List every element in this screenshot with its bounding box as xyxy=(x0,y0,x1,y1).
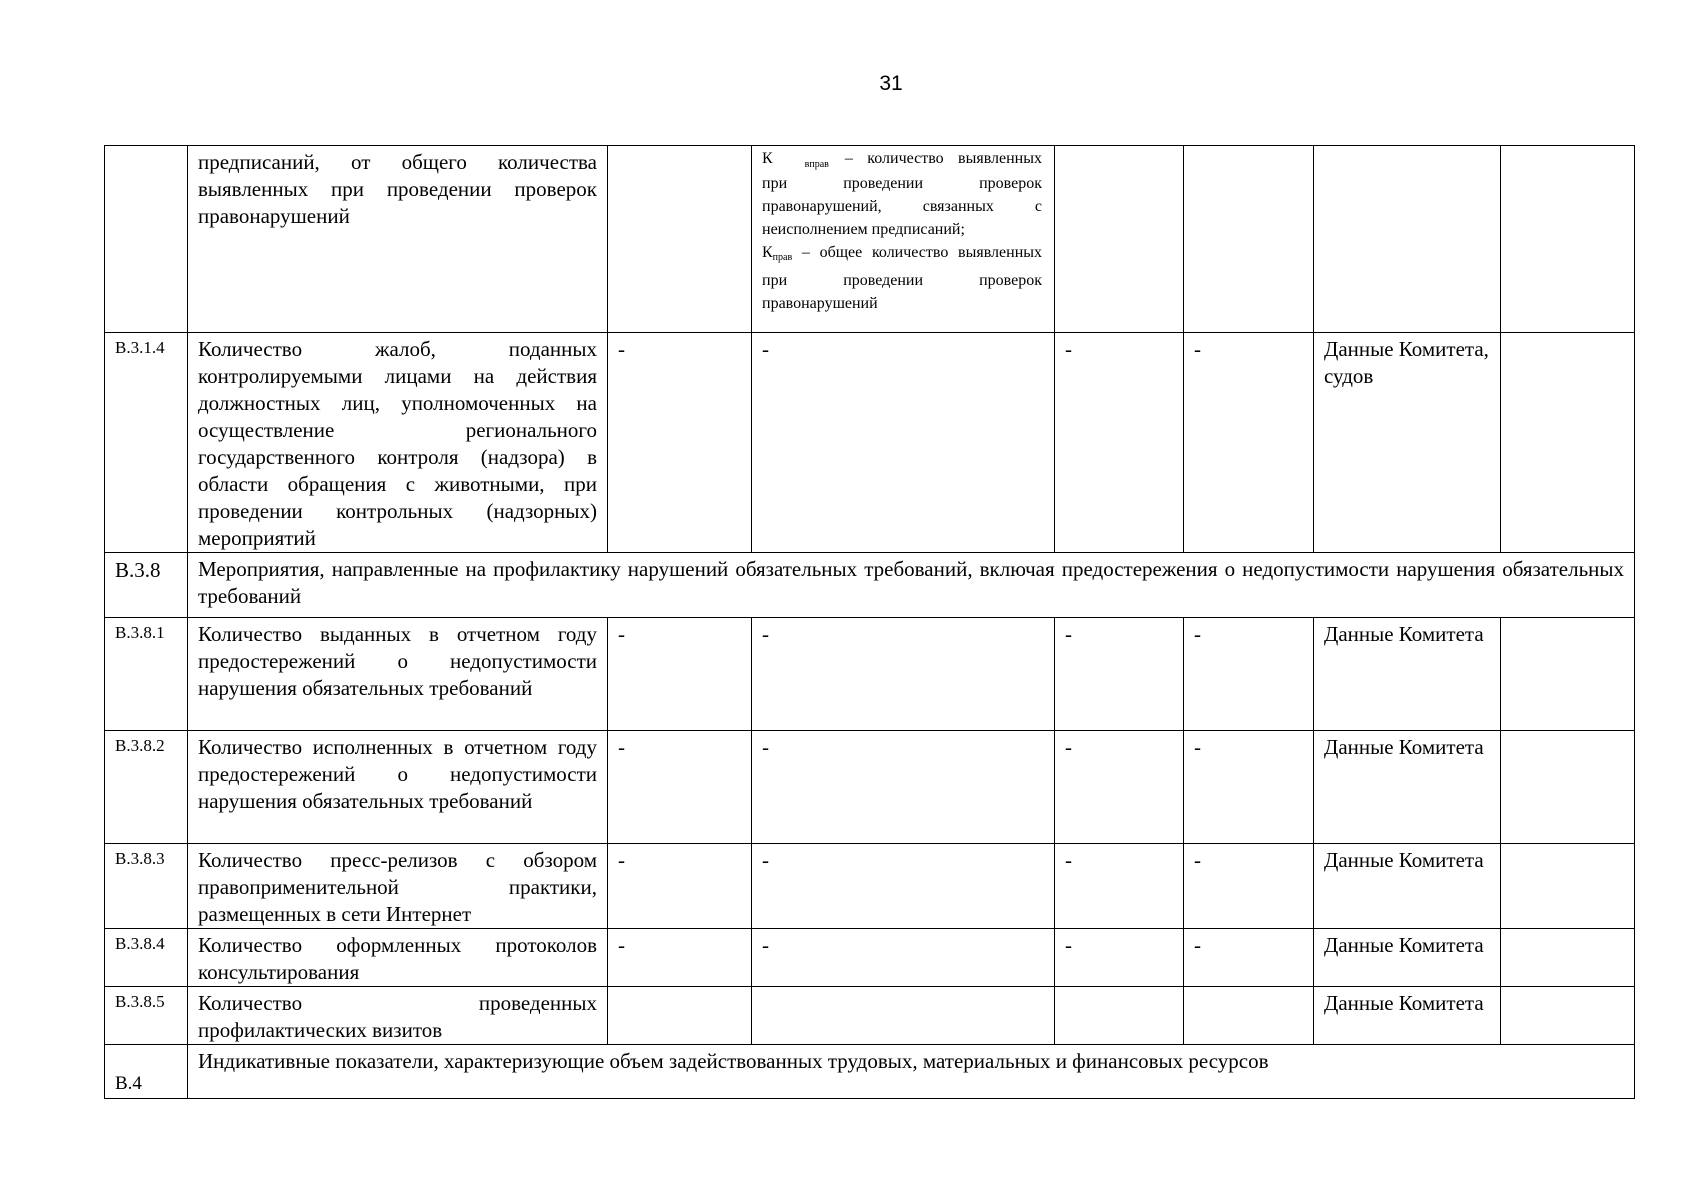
formula-kprav-sub: прав xyxy=(772,252,793,263)
code-cell xyxy=(105,146,188,333)
value-cell: - xyxy=(752,618,1055,731)
source-cell: Данные Комитета xyxy=(1314,731,1501,844)
value-cell: - xyxy=(1184,731,1314,844)
indicator-cell: Количество проведенных профилактических визитов xyxy=(188,987,608,1045)
value-cell: - xyxy=(608,929,752,987)
value-cell: - xyxy=(1184,929,1314,987)
code-cell: В.3.8.2 xyxy=(105,731,188,844)
indicator-cell: Количество пресс-релизов с обзором правоприменительной практики, размещенных в сети Интернет xyxy=(188,844,608,929)
value-cell xyxy=(608,987,752,1045)
formula-k-sub: вправ xyxy=(804,159,829,170)
table-row-continuation xyxy=(105,146,1635,333)
section-code-cell: В.4 xyxy=(105,1045,188,1099)
value-cell: - xyxy=(608,844,752,929)
source-cell: Данные Комитета, судов xyxy=(1314,333,1501,553)
table-row xyxy=(105,987,1635,1045)
value-cell: - xyxy=(1184,844,1314,929)
value-cell: - xyxy=(1055,333,1184,553)
table-row xyxy=(105,333,1635,553)
code-cell: В.3.8.5 xyxy=(105,987,188,1045)
value-cell: - xyxy=(752,844,1055,929)
section-code-cell: В.3.8 xyxy=(105,553,188,618)
value-cell: - xyxy=(1055,618,1184,731)
value-cell: - xyxy=(608,333,752,553)
code-cell: В.3.8.1 xyxy=(105,618,188,731)
note-cell xyxy=(1501,333,1635,553)
value-cell xyxy=(1184,987,1314,1045)
source-cell: Данные Комитета xyxy=(1314,987,1501,1045)
note-cell xyxy=(1501,987,1635,1045)
value-cell xyxy=(608,146,752,333)
code-cell: В.3.1.4 xyxy=(105,333,188,553)
source-cell: Данные Комитета xyxy=(1314,844,1501,929)
code-cell: В.3.8.3 xyxy=(105,844,188,929)
table-row xyxy=(105,618,1635,731)
section-row xyxy=(105,553,1635,618)
value-cell xyxy=(1184,146,1314,333)
section-row xyxy=(105,1045,1635,1099)
note-cell xyxy=(1501,618,1635,731)
value-cell xyxy=(752,987,1055,1045)
note-cell xyxy=(1501,731,1635,844)
note-cell xyxy=(1501,844,1635,929)
value-cell xyxy=(1055,146,1184,333)
page-number: 31 xyxy=(879,72,903,95)
table-row xyxy=(105,929,1635,987)
value-cell: - xyxy=(1055,844,1184,929)
formula-kprav: К xyxy=(762,244,773,261)
value-cell: - xyxy=(1055,731,1184,844)
value-cell: - xyxy=(752,333,1055,553)
value-cell: - xyxy=(608,731,752,844)
formula-cell xyxy=(752,146,1055,333)
note-cell xyxy=(1501,929,1635,987)
table-row xyxy=(105,731,1635,844)
value-cell: - xyxy=(1184,618,1314,731)
source-cell: Данные Комитета xyxy=(1314,929,1501,987)
section-title-cell: Индикативные показатели, характеризующие объем задействованных трудовых, материальных и финансовых ресурсов xyxy=(188,1045,1635,1099)
source-cell: Данные Комитета xyxy=(1314,618,1501,731)
value-cell: - xyxy=(752,731,1055,844)
indicator-cell: предписаний, от общего количества выявленных при проведении проверок правонарушений xyxy=(188,146,608,333)
indicator-cell: Количество оформленных протоколов консультирования xyxy=(188,929,608,987)
formula-k: К xyxy=(762,150,773,167)
indicator-cell: Количество жалоб, поданных контролируемыми лицами на действия должностных лиц, уполномоченных на осуществление регионального государственного контроля (надзора) в области обращения с животными, при проведении контрольных (надзорных) мероприятий xyxy=(188,333,608,553)
table-row xyxy=(105,844,1635,929)
value-cell: - xyxy=(1055,929,1184,987)
code-cell: В.3.8.4 xyxy=(105,929,188,987)
section-title-cell: Мероприятия, направленные на профилактику нарушений обязательных требований, включая предостережения о недопустимости нарушения обязательных требований xyxy=(188,553,1635,618)
indicators-table xyxy=(104,145,1635,1099)
value-cell xyxy=(1055,987,1184,1045)
formula-k-description: – количество выявленных при проведении проверок правонарушений, связанных с неисполнением предписаний; xyxy=(762,150,1042,238)
formula-kprav-line xyxy=(762,241,1042,315)
source-cell xyxy=(1314,146,1501,333)
indicator-cell: Количество выданных в отчетном году предостережений о недопустимости нарушения обязательных требований xyxy=(188,618,608,731)
note-cell xyxy=(1501,146,1635,333)
indicator-cell: Количество исполненных в отчетном году предостережений о недопустимости нарушения обязательных требований xyxy=(188,731,608,844)
value-cell: - xyxy=(752,929,1055,987)
formula-kprav-description: – общее количество выявленных при проведении проверок правонарушений xyxy=(762,244,1042,312)
value-cell: - xyxy=(608,618,752,731)
value-cell: - xyxy=(1184,333,1314,553)
